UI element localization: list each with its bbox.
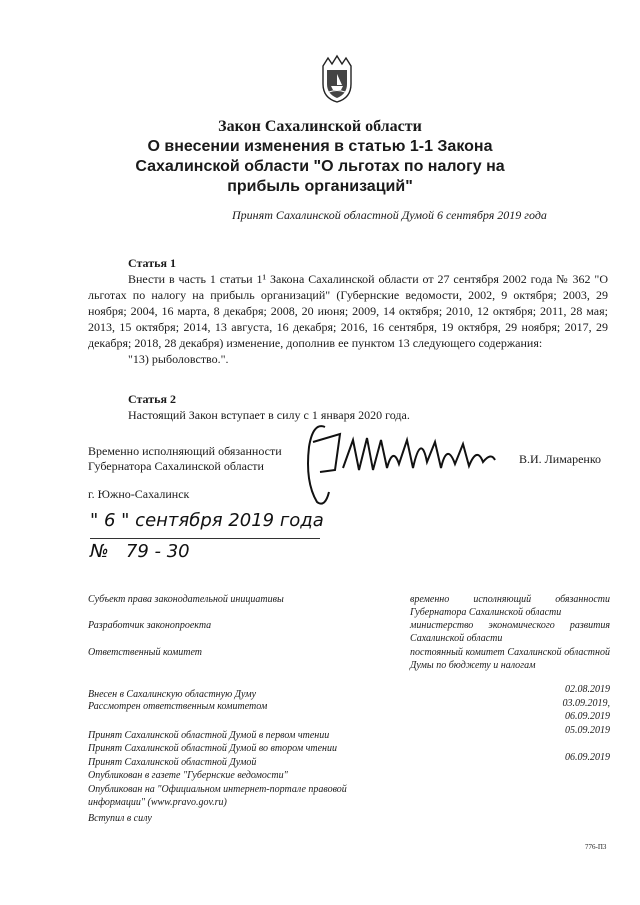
handwritten-signature [295,412,505,512]
city: г. Южно-Сахалинск [88,487,190,501]
article-heading: Статья 2 [128,392,176,406]
subject-value: временно исполняющий обязанности Губернатора Сахалинской области [410,594,610,618]
committee-label: Ответственный комитет [88,647,202,658]
title-line: Сахалинской области "О льготах по налогу на [135,158,505,175]
timeline-label: Опубликован в газете "Губернские ведомости" [88,770,288,781]
developer-label: Разработчик законопроекта [88,620,212,631]
handwritten-number: № 79 - 30 [90,541,190,562]
timeline-date: 05.09.2019 [565,725,610,736]
adoption-note: Принят Сахалинской областной Думой 6 сентября 2019 года [232,208,547,222]
document-code: 776-П3 [585,843,607,851]
signatory-name: В.И. Лимаренко [519,452,602,466]
article-1 [88,255,608,367]
timeline-label: Принят Сахалинской областной Думой во втором чтении [88,743,338,754]
coat-of-arms-emblem [319,54,355,104]
timeline-date: 03.09.2019, [562,698,610,709]
position-line: Губернатора Сахалинской области [88,459,264,473]
timeline-label: Вступил в силу [88,813,152,824]
timeline-label: Рассмотрен ответственным комитетом [88,701,268,712]
article-text: Внести в часть 1 статьи 1¹ Закона Сахалинской области от 27 сентября 2002 года № 362 "О льготах по налогу на прибыль организаций" (Губернские ведомости, 2002, 9 октября; 2003, 29 ноября; 2004, 16 марта, 8 декабря; 2008, 20 июня; 2009, 14 октября; 2010, 12 октября; 2011, 28 мая; 2013, 15 октября; 2014, 13 августа, 16 декабря; 2016, 16 сентября, 19 октября, 29 ноября; 2017, 29 декабря; 2018, 28 декабря) изменение, дополнив ее пунктом 13 следующего содержания: [88,272,608,350]
signatory-position [88,444,282,474]
developer-value: министерство экономического развития Сахалинской области [410,620,610,644]
committee-value: постоянный комитет Сахалинской областной Думы по бюджету и налогам [410,647,610,671]
article-quote: "13) рыболовство.". [128,352,229,366]
position-line: Временно исполняющий обязанности [88,444,282,458]
date-underline [90,538,320,539]
title-line: О внесении изменения в статью 1-1 Закона [147,138,493,155]
timeline-date: 02.08.2019 [565,684,610,695]
handwritten-date: " 6 " сентября 2019 года [90,510,324,531]
article-heading: Статья 1 [128,256,176,270]
title-line: Закон Сахалинской области [218,118,422,135]
subject-label: Субъект права законодательной инициативы [88,594,284,605]
timeline-label: Принят Сахалинской областной Думой [88,757,257,768]
timeline-label: информации" (www.pravo.gov.ru) [88,797,227,808]
timeline-label: Принят Сахалинской областной Думой в первом чтении [88,730,330,741]
timeline-date: 06.09.2019 [565,711,610,722]
title-line: прибыль организаций" [227,178,413,195]
law-title [60,117,580,197]
timeline-date: 06.09.2019 [565,752,610,763]
article-text: Настоящий Закон вступает в силу с 1 января 2020 года. [128,408,410,422]
timeline-label: Внесен в Сахалинскую областную Думу [88,689,257,700]
timeline-label: Опубликован на "Официальном интернет-портале правовой [88,784,347,795]
